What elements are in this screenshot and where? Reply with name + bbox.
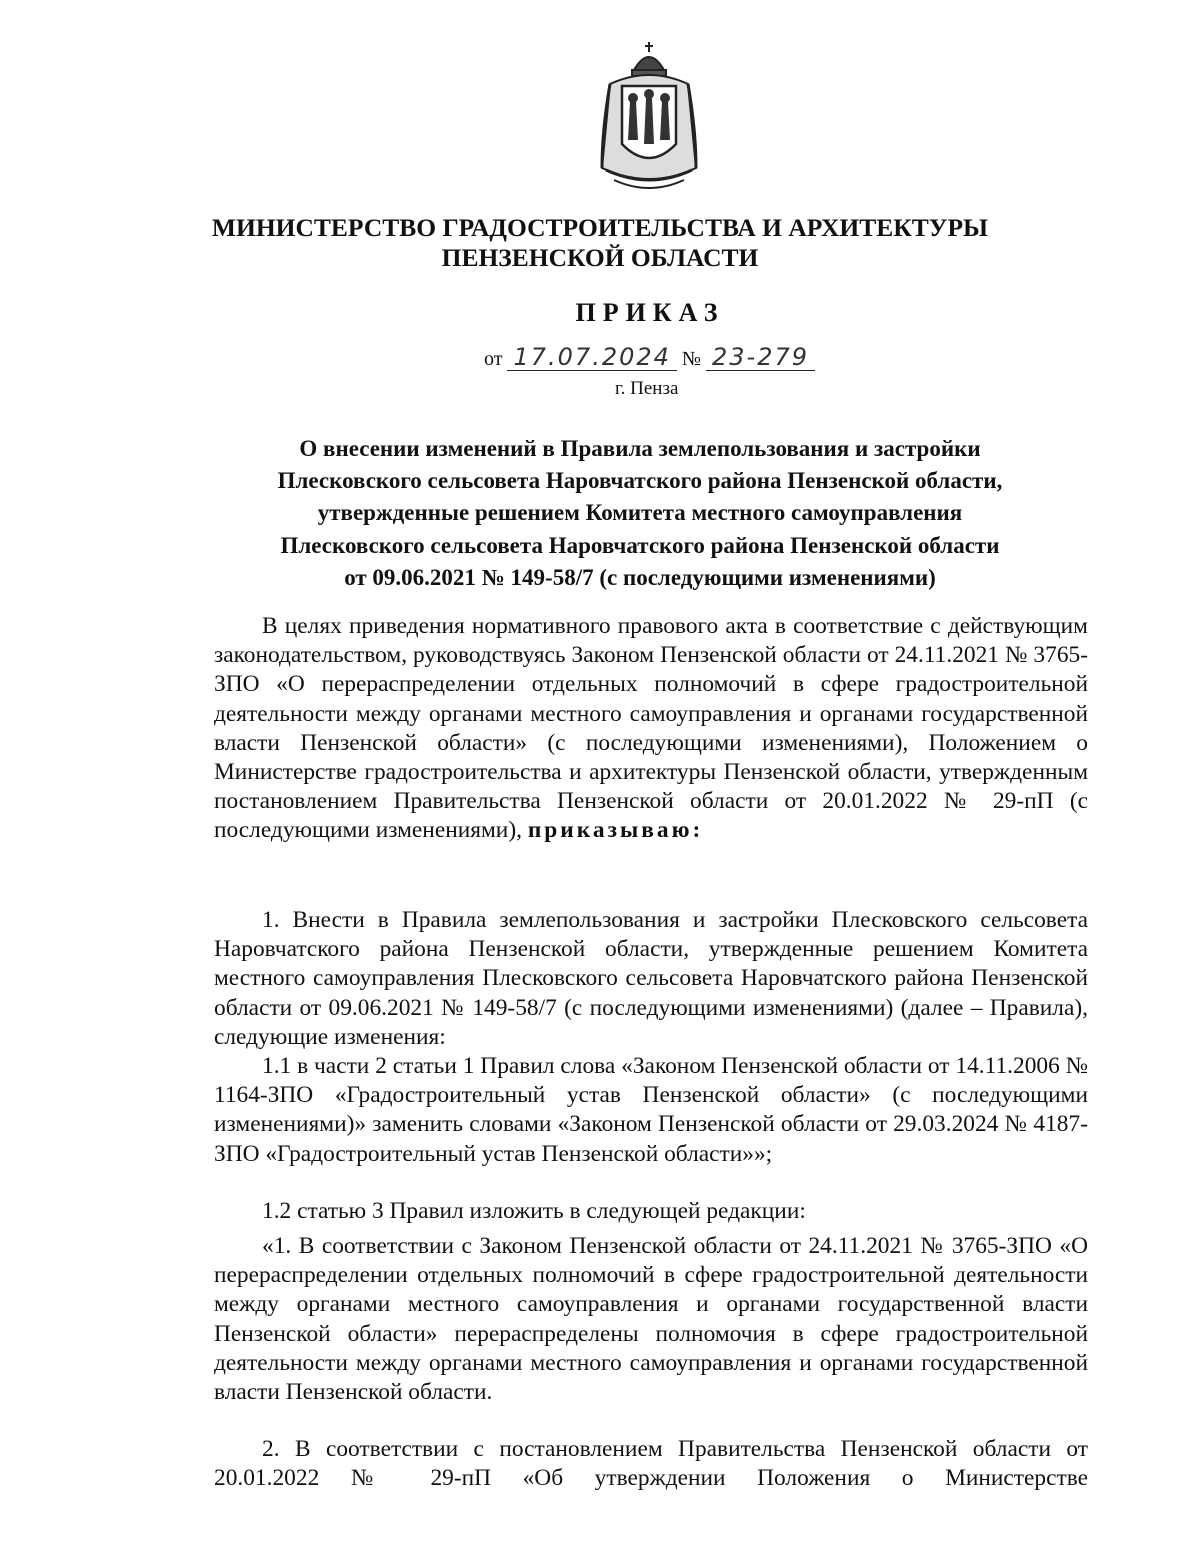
city: г. Пенза	[615, 378, 679, 399]
subject-line-3: утвержденные решением Комитета местного самоуправления	[317, 500, 963, 526]
penza-coat-of-arms-icon	[596, 40, 702, 192]
item-1-2-paragraph	[214, 1197, 1088, 1226]
quote-2-text: 2. В соответствии с постановлением Правительства Пензенской области от 20.01.2022 № 29-пП «Об утверждении Положения о Министерстве	[214, 1436, 1088, 1492]
handwritten-date: 17.07.2024	[507, 344, 676, 371]
item-1-1-text: 1.1 в части 2 статьи 1 Правил слова «Законом Пензенской области от 14.11.2006 № 1164-ЗПО «Градостроительный устав Пензенской области» (с последующими изменениями)» заменить словами «Законом Пензенской области от 29.03.2024 № 4187-ЗПО «Градостроительный устав Пензенской области»»;	[214, 1053, 1088, 1167]
item-1-paragraph	[214, 906, 1088, 1052]
date-number-line	[484, 344, 815, 371]
preamble-order-word: приказываю:	[527, 817, 704, 844]
item-1-2-text: 1.2 статью 3 Правил изложить в следующей редакции:	[262, 1198, 806, 1224]
document-subject	[200, 433, 1080, 594]
subject-line-4: Плесковского сельсовета Наровчатского района Пензенской области	[280, 532, 1000, 558]
handwritten-number: 23-279	[706, 344, 815, 371]
ministry-title	[150, 213, 1050, 273]
item-1-1-paragraph	[214, 1052, 1088, 1169]
ministry-line-1: МИНИСТЕРСТВО ГРАДОСТРОИТЕЛЬСТВА И АРХИТЕКТУРЫ	[211, 213, 989, 242]
number-prefix: №	[681, 348, 701, 370]
subject-line-1: О внесении изменений в Правила землепользования и застройки	[299, 436, 981, 461]
ministry-line-2: ПЕНЗЕНСКОЙ ОБЛАСТИ	[441, 243, 759, 272]
date-prefix: от	[484, 348, 503, 370]
quote-1-text: «1. В соответствии с Законом Пензенской области от 24.11.2021 № 3765-ЗПО «О перераспределении отдельных полномочий в сфере градостроительной деятельности между органами местного самоуправления и органами государственной власти Пензенской области» перераспределены полномочия в сфере градостроительной деятельности между органами местного самоуправления и органами государственной власти Пензенской области.	[214, 1233, 1088, 1406]
subject-line-2: Плесковского сельсовета Наровчатского района Пензенской области,	[277, 468, 1003, 494]
item-1-text: 1. Внести в Правила землепользования и застройки Плесковского сельсовета Наровчатского района Пензенской области, утвержденные решением Комитета местного самоуправления Плесковского сельсовета Наровчатского района Пензенской области от 09.06.2021 № 149-58/7 (с последующими изменениями) (далее – Правила), следующие изменения:	[214, 907, 1088, 1050]
subject-line-5: от 09.06.2021 № 149-58/7 (с последующими изменениями)	[344, 564, 936, 590]
document-type: ПРИКАЗ	[575, 298, 725, 327]
quote-paragraph-1	[214, 1232, 1088, 1407]
preamble-text: В целях приведения нормативного правового акта в соответствие с действующим законодательством, руководствуясь Законом Пензенской области от 24.11.2021 № 3765-ЗПО «О перераспределении отдельных полномочий в сфере градостроительной деятельности между органами местного самоуправления и органами государственной власти Пензенской области» (с последующими изменениями), Положением о Министерстве градостроительства и архитектуры Пензенской области, утвержденным постановлением Правительства Пензенской области от 20.01.2022 № 29-пП (с последующими изменениями),	[214, 613, 1088, 844]
preamble-paragraph	[214, 612, 1088, 846]
quote-paragraph-2	[214, 1435, 1088, 1493]
